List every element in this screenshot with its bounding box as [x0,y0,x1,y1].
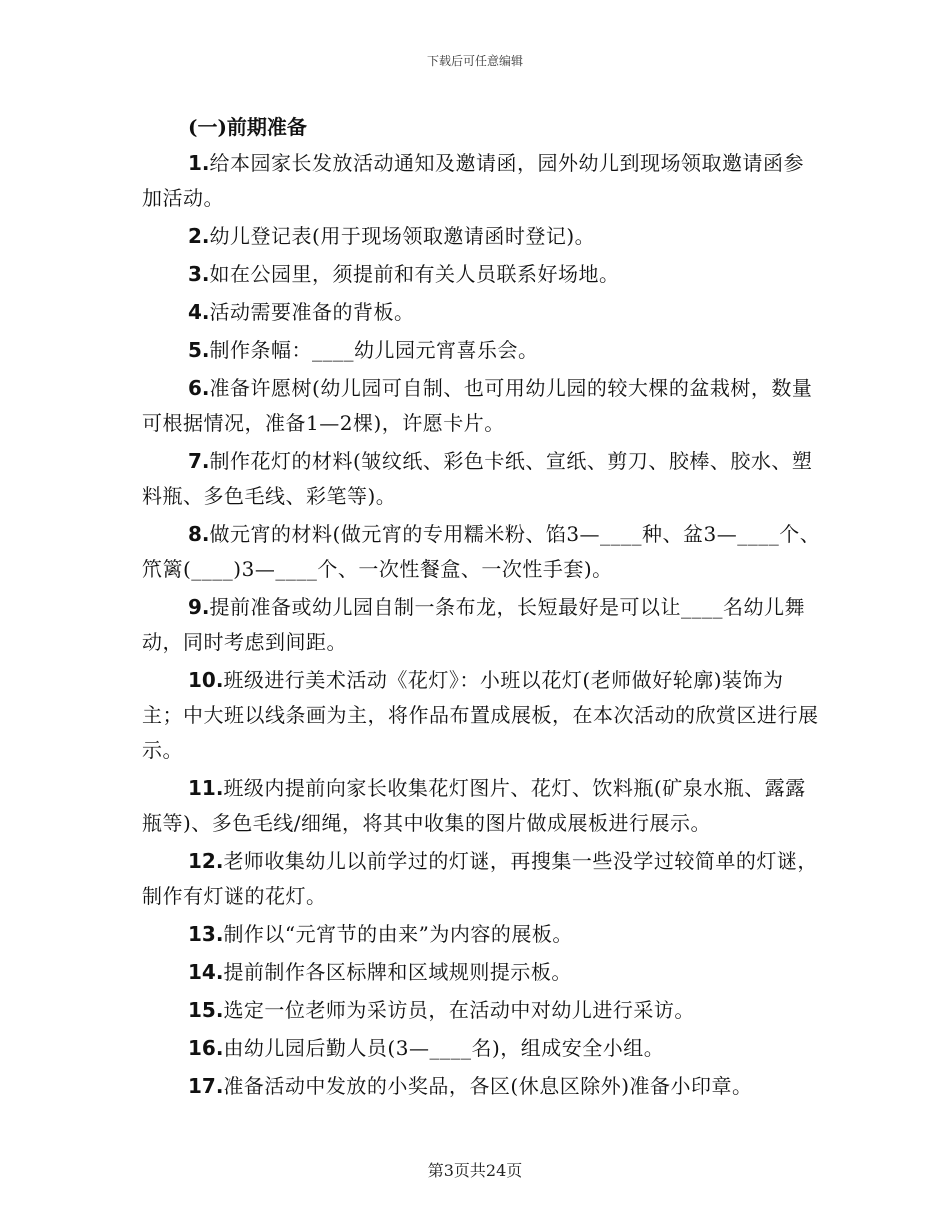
item-text: 制作以“元宵节的由来”为内容的展板。 [223,922,573,946]
list-item [142,1031,822,1066]
item-number: 5. [188,338,210,362]
list-item [142,590,822,660]
item-number: 10. [188,668,224,692]
item-text: 如在公园里，须提前和有关人员联系好场地。 [209,262,620,286]
item-text: 制作花灯的材料(皱纹纸、彩色卡纸、宣纸、剪刀、胶棒、胶水、塑料瓶、多色毛线、彩笔等)。 [142,449,813,508]
item-text: 提前准备或幼儿园自制一条布龙，长短最好是可以让____名幼儿舞动，同时考虑到间距。 [142,595,806,654]
page-footer: 第3页共24页 [427,1161,523,1180]
item-number: 16. [188,1036,224,1060]
item-number: 1. [188,151,210,175]
document-body [142,108,822,1104]
item-number: 2. [188,224,210,248]
item-text: 选定一位老师为采访员，在活动中对幼儿进行采访。 [223,998,695,1022]
item-text: 给本园家长发放活动通知及邀请函，园外幼儿到现场领取邀请函参加活动。 [142,151,805,210]
item-number: 3. [188,262,210,286]
list-item [142,844,822,914]
list-item [142,1069,822,1104]
list-item [142,295,822,330]
item-number: 17. [188,1074,224,1098]
section-title: (一)前期准备 [188,115,307,139]
list-item [142,517,822,587]
item-text: 活动需要准备的背板。 [209,300,415,324]
item-number: 9. [188,595,210,619]
item-number: 11. [188,776,224,800]
item-number: 6. [188,376,210,400]
list-item [142,371,822,441]
list-item [142,444,822,514]
item-text: 由幼儿园后勤人员(3—____名)，组成安全小组。 [223,1036,665,1060]
item-text: 班级进行美术活动《花灯》：小班以花灯(老师做好轮廓)装饰为主；中大班以线条画为主，将作品布置成展板，在本次活动的欣赏区进行展示。 [142,668,819,762]
item-number: 14. [188,960,224,984]
item-text: 幼儿登记表(用于现场领取邀请函时登记)。 [209,224,596,248]
item-text: 班级内提前向家长收集花灯图片、花灯、饮料瓶(矿泉水瓶、露露瓶等)、多色毛线/细绳，将其中收集的图片做成展板进行展示。 [142,776,806,835]
item-text: 准备活动中发放的小奖品，各区(休息区除外)准备小印章。 [223,1074,753,1098]
list-item [142,917,822,952]
list-item [142,663,822,768]
list-item [142,993,822,1028]
list-item [142,257,822,292]
list-item [142,219,822,254]
list-item [142,771,822,841]
item-text: 准备许愿树(幼儿园可自制、也可用幼儿园的较大棵的盆栽树，数量可根据情况，准备1—2棵)，许愿卡片。 [142,376,813,435]
item-text: 做元宵的材料(做元宵的专用糯米粉、馅3—____种、盆3—____个、笊篱(____)3—____个、一次性餐盒、一次性手套)。 [142,522,821,581]
item-number: 8. [188,522,210,546]
list-item [142,146,822,216]
item-number: 15. [188,998,224,1022]
item-number: 4. [188,300,210,324]
item-text: 制作条幅：____幼儿园元宵喜乐会。 [209,338,539,362]
item-number: 7. [188,449,210,473]
item-text: 老师收集幼儿以前学过的灯谜，再搜集一些没学过较简单的灯谜，制作有灯谜的花灯。 [142,849,818,908]
list-item [142,333,822,368]
list-item [142,955,822,990]
page-header: 下载后可任意编辑 [426,54,523,68]
item-text: 提前制作各区标牌和区域规则提示板。 [223,960,572,984]
item-number: 13. [188,922,224,946]
item-number: 12. [188,849,224,873]
